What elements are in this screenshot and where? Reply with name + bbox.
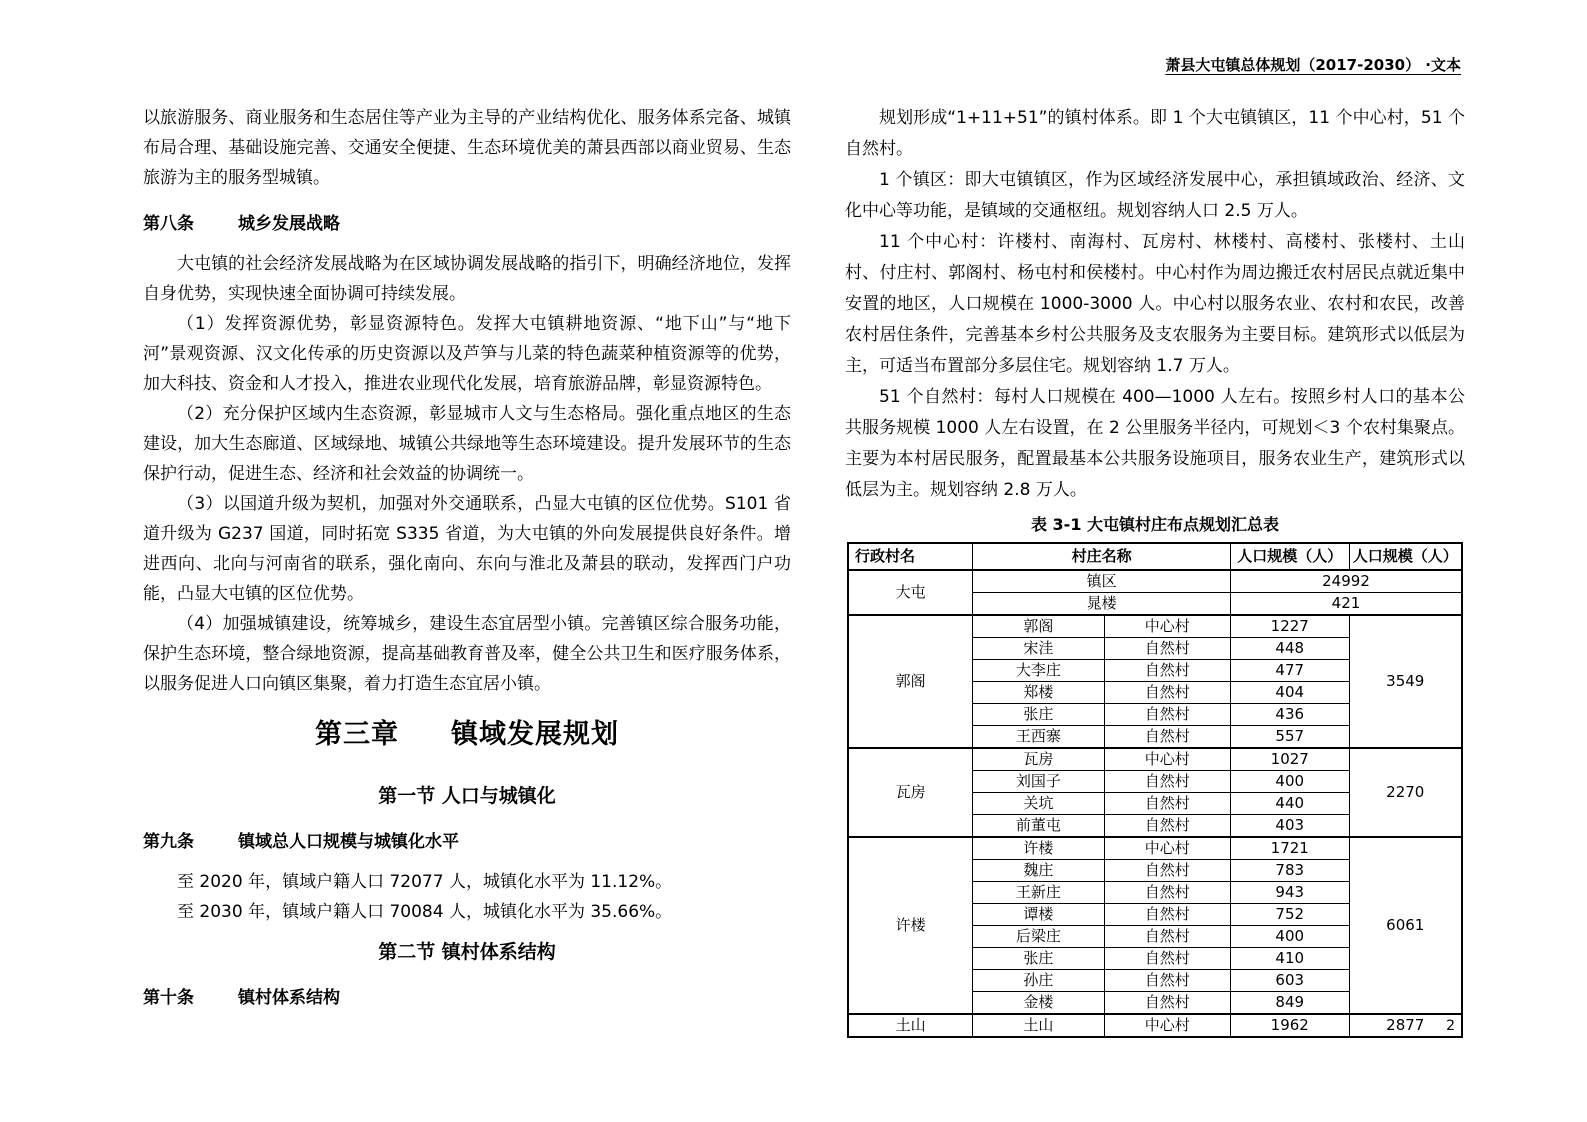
- article-number: 第八条: [143, 214, 194, 234]
- body-paragraph: 至 2020 年，镇域户籍人口 72077 人，城镇化水平为 11.12%。: [177, 872, 673, 892]
- cell-village-name: 魏庄: [973, 860, 1104, 882]
- cell-population: 404: [1231, 682, 1350, 704]
- table-row: [848, 748, 1462, 771]
- cell-population: 557: [1231, 726, 1350, 749]
- village-plan-summary-table: [847, 542, 1463, 1038]
- article-heading-10: [143, 983, 791, 1013]
- cell-population: 1027: [1231, 748, 1350, 771]
- cell-village-name: 许楼: [973, 837, 1104, 860]
- chapter-heading: [143, 715, 791, 755]
- cell-village-name: 金楼: [973, 992, 1104, 1015]
- cell-village-type: 自然村: [1104, 771, 1230, 793]
- cell-village-type: 自然村: [1104, 726, 1230, 749]
- table-caption: 表 3-1 大屯镇村庄布点规划汇总表: [1030, 515, 1280, 534]
- body-paragraph: （3）以国道升级为契机，加强对外交通联系，凸显大屯镇的区位优势。S101 省道升级为 G237 国道，同时拓宽 S335 省道，为大屯镇的外向发展提供良好条件。增进西向、北向与河南省的联系，强化南向、东向与淮北及萧县的联动，发挥西门户功能，凸显大屯镇的区位优势。: [143, 494, 791, 604]
- body-paragraph: 11 个中心村：许楼村、南海村、瓦房村、林楼村、高楼村、张楼村、土山村、付庄村、郭阁村、杨屯村和侯楼村。中心村作为周边搬迁农村居民点就近集中安置的地区，人口规模在 1000-3000 人。中心村以服务农业、农村和农民，改善农村居住条件，完善基本乡村公共服务及支农服务为主要目标。建筑形式以低层为主，可适当布置部分多层住宅。规划容纳 1.7 万人。: [845, 232, 1465, 376]
- page-header: [0, 54, 1461, 75]
- table-row: [848, 570, 1462, 593]
- cell-village-name: 刘国子: [973, 771, 1104, 793]
- cell-population: 752: [1231, 904, 1350, 926]
- cell-population: 436: [1231, 704, 1350, 726]
- cell-admin-village: 瓦房: [848, 748, 973, 837]
- cell-village-type: 自然村: [1104, 970, 1230, 992]
- body-paragraph: 至 2030 年，镇域户籍人口 70084 人，城镇化水平为 35.66%。: [177, 902, 673, 922]
- cell-village-type: 自然村: [1104, 992, 1230, 1015]
- body-paragraph: 51 个自然村：每村人口规模在 400—1000 人左右。按照乡村人口的基本公共服务规模 1000 人左右设置，在 2 公里服务半径内，可规划＜3 个农村集聚点。主要为本村居民服务，配置最基本公共服务设施项目，服务农业生产，建筑形式以低层为主。规划容纳 2.8 万人。: [845, 387, 1465, 500]
- body-paragraph: （2）充分保护区域内生态资源，彰显城市人文与生态格局。强化重点地区的生态建设，加大生态廊道、区域绿地、城镇公共绿地等生态环境建设。提升发展环节的生态保护行动，促进生态、经济和社会效益的协调统一。: [143, 404, 791, 484]
- cell-village-type: 自然村: [1104, 704, 1230, 726]
- cell-population: 1721: [1231, 837, 1350, 860]
- cell-village-name: 张庄: [973, 704, 1104, 726]
- cell-village-type: 中心村: [1104, 1014, 1230, 1037]
- cell-village-name: 瓦房: [973, 748, 1104, 771]
- cell-village-type: 自然村: [1104, 638, 1230, 660]
- cell-village-name: 晁楼: [973, 593, 1231, 616]
- cell-group-total: 2270: [1349, 748, 1462, 837]
- col-header-population: 人口规模（人）: [1231, 543, 1350, 570]
- article-title: 城乡发展战略: [238, 214, 340, 234]
- cell-village-type: 自然村: [1104, 660, 1230, 682]
- cell-village-name: 郑楼: [973, 682, 1104, 704]
- cell-village-name: 土山: [973, 1014, 1104, 1037]
- cell-village-name: 张庄: [973, 948, 1104, 970]
- cell-village-type: 自然村: [1104, 926, 1230, 948]
- cell-village-type: 中心村: [1104, 615, 1230, 638]
- cell-population: 783: [1231, 860, 1350, 882]
- cell-village-name: 关坑: [973, 793, 1104, 815]
- cell-village-name: 孙庄: [973, 970, 1104, 992]
- cell-population: 603: [1231, 970, 1350, 992]
- right-column: [845, 103, 1465, 1038]
- cell-group-total: 6061: [1349, 837, 1462, 1014]
- cell-village-name: 郭阁: [973, 615, 1104, 638]
- cell-population: 1227: [1231, 615, 1350, 638]
- cell-admin-village: 土山: [848, 1014, 973, 1037]
- cell-population: 477: [1231, 660, 1350, 682]
- cell-population: 421: [1231, 593, 1463, 616]
- cell-population: 440: [1231, 793, 1350, 815]
- cell-population: 849: [1231, 992, 1350, 1015]
- cell-admin-village: 许楼: [848, 837, 973, 1014]
- cell-population: 1962: [1231, 1014, 1350, 1037]
- body-paragraph: 规划形成“1+11+51”的镇村体系。即 1 个大屯镇镇区，11 个中心村，51 个自然村。: [845, 108, 1465, 159]
- cell-village-type: 自然村: [1104, 860, 1230, 882]
- cell-village-name: 王西寨: [973, 726, 1104, 749]
- body-paragraph: （1）发挥资源优势，彰显资源特色。发挥大屯镇耕地资源、“地下山”与“地下河”景观资源、汉文化传承的历史资源以及芦笋与儿菜的特色蔬菜种植资源等的优势，加大科技、资金和人才投入，推进农业现代化发展，培育旅游品牌，彰显资源特色。: [143, 314, 791, 394]
- body-paragraph: （4）加强城镇建设，统筹城乡，建设生态宜居型小镇。完善镇区综合服务功能，保护生态环境，整合绿地资源，提高基础教育普及率，健全公共卫生和医疗服务体系，以服务促进人口向镇区集聚，着力打造生态宜居小镇。: [143, 614, 791, 694]
- table-header-row: [848, 543, 1462, 570]
- cell-village-name: 镇区: [973, 570, 1231, 593]
- cell-village-type: 中心村: [1104, 837, 1230, 860]
- col-header-admin-village: 行政村名: [848, 543, 973, 570]
- cell-population: 400: [1231, 771, 1350, 793]
- page-number: 2: [1446, 1018, 1455, 1034]
- body-paragraph: 以旅游服务、商业服务和生态居住等产业为主导的产业结构优化、服务体系完备、城镇布局合理、基础设施完善、交通安全便捷、生态环境优美的萧县西部以商业贸易、生态旅游为主的服务型城镇。: [143, 108, 791, 188]
- cell-village-type: 自然村: [1104, 948, 1230, 970]
- section-heading-1: 第一节 人口与城镇化: [378, 785, 556, 807]
- cell-population: 24992: [1231, 570, 1463, 593]
- cell-village-name: 王新庄: [973, 882, 1104, 904]
- article-title: 镇村体系结构: [238, 988, 340, 1008]
- cell-village-name: 前董屯: [973, 815, 1104, 838]
- page-header-title: 萧县大屯镇总体规划（2017-2030） ·文本: [1165, 56, 1461, 74]
- cell-village-type: 自然村: [1104, 904, 1230, 926]
- cell-village-name: 大李庄: [973, 660, 1104, 682]
- cell-population: 943: [1231, 882, 1350, 904]
- col-header-population: 人口规模（人）: [1349, 543, 1462, 570]
- cell-group-total: 3549: [1349, 615, 1462, 748]
- chapter-title: 镇域发展规划: [451, 719, 619, 750]
- chapter-number: 第三章: [315, 719, 399, 750]
- table-row: [848, 615, 1462, 638]
- article-number: 第九条: [143, 832, 194, 852]
- cell-village-type: 自然村: [1104, 815, 1230, 838]
- cell-population: 410: [1231, 948, 1350, 970]
- article-number: 第十条: [143, 988, 194, 1008]
- body-paragraph: 大屯镇的社会经济发展战略为在区域协调发展战略的指引下，明确经济地位，发挥自身优势，实现快速全面协调可持续发展。: [143, 254, 791, 304]
- table-row: [848, 1014, 1462, 1037]
- cell-village-type: 自然村: [1104, 793, 1230, 815]
- cell-admin-village: 大屯: [848, 570, 973, 615]
- section-heading-2: 第二节 镇村体系结构: [378, 941, 556, 963]
- article-title: 镇域总人口规模与城镇化水平: [238, 832, 459, 852]
- cell-village-name: 谭楼: [973, 904, 1104, 926]
- cell-village-type: 自然村: [1104, 882, 1230, 904]
- cell-population: 400: [1231, 926, 1350, 948]
- col-header-village-name: 村庄名称: [973, 543, 1231, 570]
- cell-population: 403: [1231, 815, 1350, 838]
- cell-population: 448: [1231, 638, 1350, 660]
- cell-village-name: 宋洼: [973, 638, 1104, 660]
- cell-group-total: 2877: [1349, 1014, 1462, 1037]
- table-row: [848, 837, 1462, 860]
- cell-village-type: 自然村: [1104, 682, 1230, 704]
- left-column: [143, 103, 791, 1023]
- body-paragraph: 1 个镇区：即大屯镇镇区，作为区域经济发展中心，承担镇域政治、经济、文化中心等功能，是镇域的交通枢纽。规划容纳人口 2.5 万人。: [845, 170, 1465, 221]
- cell-admin-village: 郭阁: [848, 615, 973, 748]
- cell-village-name: 后梁庄: [973, 926, 1104, 948]
- article-heading-8: [143, 209, 791, 239]
- article-heading-9: [143, 827, 791, 857]
- cell-village-type: 中心村: [1104, 748, 1230, 771]
